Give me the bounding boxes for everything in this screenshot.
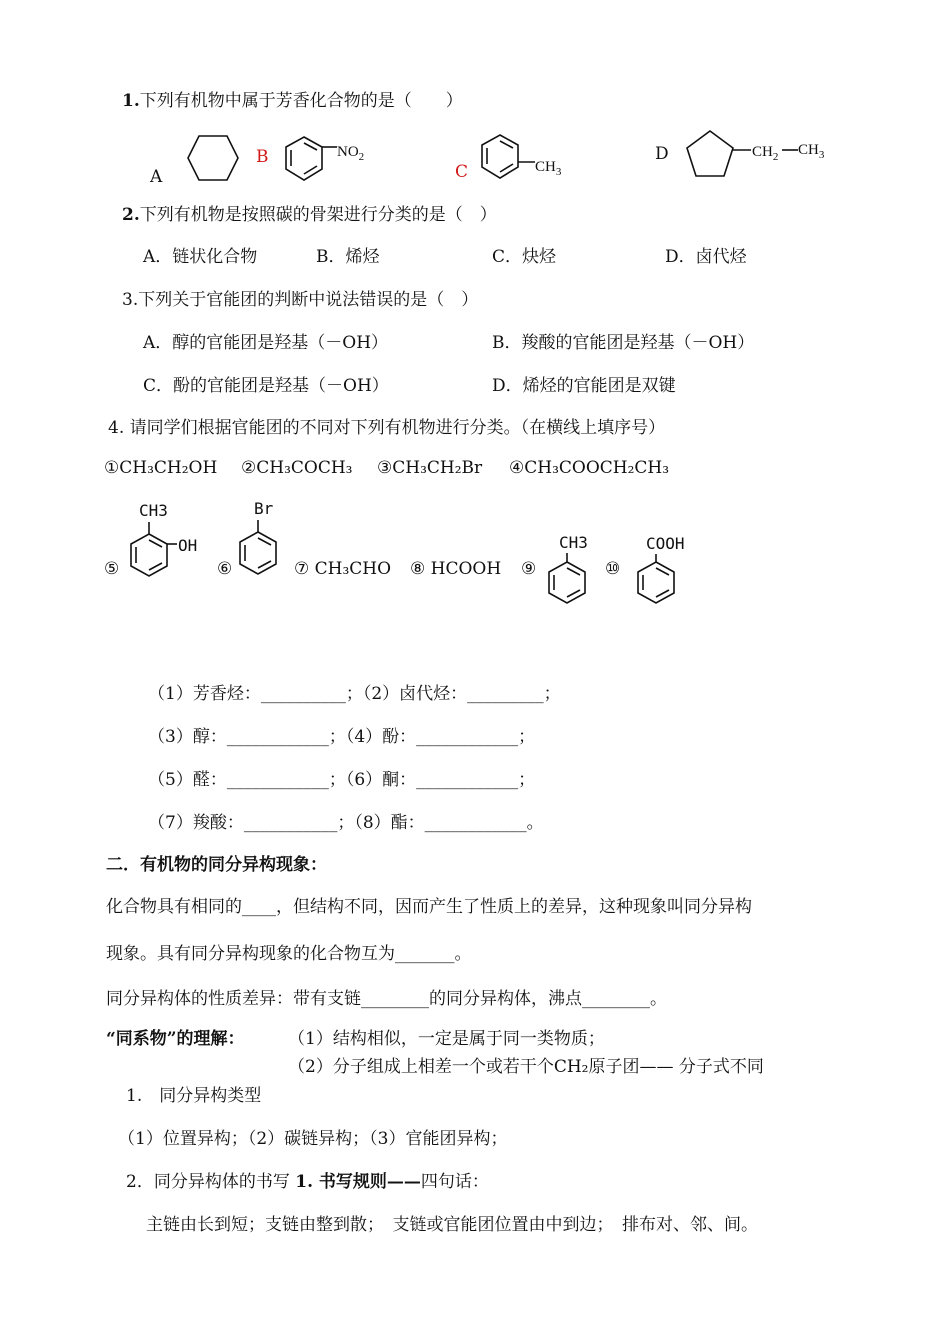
svg-text:CH3: $CH_3$ (798, 142, 825, 161)
q4-title: 4. 请同学们根据官能团的不同对下列有机物进行分类。（在横线上填序号） (108, 418, 666, 438)
svg-text:OH: OH (178, 536, 198, 555)
q4-blank-line-1[interactable]: （1）芳香烃：__________；（2）卤代烃：_________； (148, 684, 561, 704)
svg-text:CH3: CH3 (559, 533, 588, 552)
q1-option-b-label: B (256, 147, 269, 167)
q4-compound-7: ⑦ CH₃CHO (294, 559, 392, 579)
writing-rules-title: 2．同分异构体的书写 1. 书写规则——四句话： (126, 1172, 489, 1192)
q4-compound-3: ③CH₃CH₂Br (377, 458, 483, 478)
writing-rules-text: 主链由长到短；支链由整到散； 支链或官能团位置由中到边； 排布对、邻、间。 (146, 1215, 758, 1235)
homolog-point-2: （2）分子组成上相差一个或若干个CH₂原子团—— 分子式不同 (288, 1057, 764, 1077)
svg-text:NO2: $NO_2$ (337, 144, 365, 163)
isomer-types-list: （1）位置异构；（2）碳链异构；（3）官能团异构； (118, 1129, 508, 1149)
svg-text:CH2: $CH_2$ (752, 144, 779, 163)
q4-blank-line-2[interactable]: （3）醇：____________；（4）酚：____________； (148, 727, 536, 747)
section2-para-2: 现象。具有同分异构现象的化合物互为_______。 (106, 944, 472, 964)
homolog-label: “同系物”的理解： (106, 1029, 245, 1049)
q4-marker-5: ⑤ (104, 559, 120, 579)
ethylcyclopentane-structure (686, 130, 846, 182)
q3-option-c: C．酚的官能团是羟基（－OH） (143, 376, 389, 396)
section2-heading: 二．有机物的同分异构现象： (106, 855, 327, 875)
q1-option-a-label: A (150, 167, 163, 187)
q1-number: 1. (122, 91, 140, 111)
q2-option-b: B．烯烃 (316, 247, 380, 267)
section2-para-3: 同分异构体的性质差异：带有支链________的同分异构体，沸点________。 (106, 989, 667, 1009)
q4-blank-line-3[interactable]: （5）醛：____________；（6）酮：____________； (148, 770, 536, 790)
benzoic-acid-structure (630, 530, 700, 606)
q2-option-d: D．卤代烃 (665, 247, 747, 267)
q4-compound-8: ⑧ HCOOH (410, 559, 502, 579)
bromobenzene-structure (236, 496, 286, 580)
q2-title: 2.下列有机物是按照碳的骨架进行分类的是（ ） (122, 205, 497, 225)
homolog-point-1: （1）结构相似，一定是属于同一类物质； (288, 1029, 605, 1049)
svg-text:Br: Br (254, 499, 274, 518)
svg-text:COOH: COOH (646, 534, 685, 553)
q2-option-c: C．炔烃 (492, 247, 557, 267)
o-cresol-structure (125, 498, 215, 580)
svg-text:CH3: $CH_3$ (535, 159, 562, 178)
section2-para-1: 化合物具有相同的____，但结构不同，因而产生了性质上的差异，这种现象叫同分异构 (106, 897, 752, 917)
toluene-structure (480, 134, 570, 186)
q2-option-a: A．链状化合物 (143, 247, 258, 267)
q1-title: 1.下列有机物中属于芳香化合物的是（ ） (122, 91, 463, 111)
q4-blank-line-4[interactable]: （7）羧酸：___________；（8）酯：____________。 (148, 813, 544, 833)
isomer-types-title: 1. 同分异构类型 (126, 1086, 262, 1106)
q3-option-d: D．烯烃的官能团是双键 (492, 376, 676, 396)
q1-option-c-label: C (455, 162, 469, 182)
q1-option-d-label: D (655, 144, 669, 164)
cyclohexane-structure (186, 134, 240, 182)
nitrobenzene-structure (284, 136, 364, 186)
q4-marker-6: ⑥ (217, 559, 233, 579)
q4-marker-9: ⑨ (521, 559, 537, 579)
q2-number: 2. (122, 205, 140, 225)
svg-text:CH3: CH3 (139, 501, 168, 520)
q3-option-b: B．羧酸的官能团是羟基（－OH） (492, 333, 755, 353)
q4-marker-10: ⑩ (605, 559, 621, 579)
toluene-structure-9 (543, 530, 613, 606)
q4-compound-2: ②CH₃COCH₃ (241, 458, 353, 478)
q4-compound-1: ①CH₃CH₂OH (104, 458, 218, 478)
q3-title: 3.下列关于官能团的判断中说法错误的是（ ） (122, 290, 479, 310)
q4-compound-4: ④CH₃COOCH₂CH₃ (509, 458, 670, 478)
q3-option-a: A．醇的官能团是羟基（－OH） (143, 333, 389, 353)
